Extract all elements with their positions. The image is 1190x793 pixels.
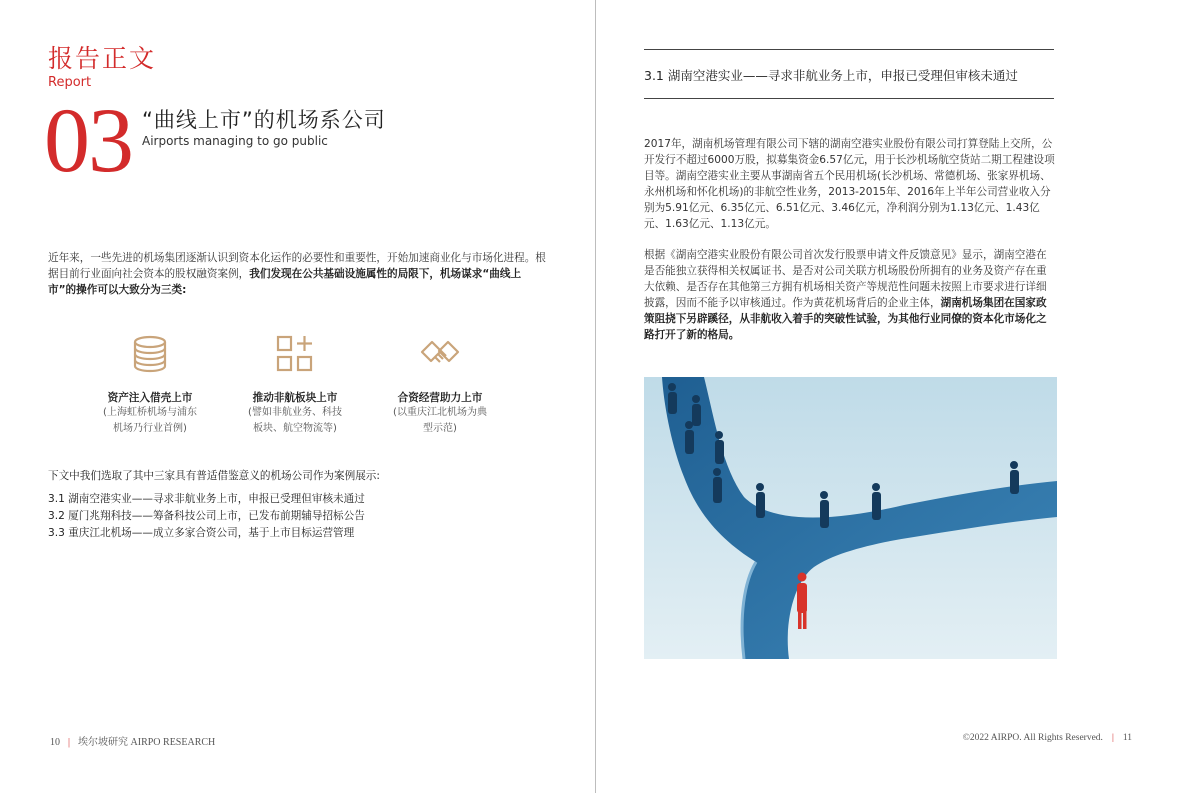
walker-figure <box>1010 461 1019 494</box>
walker-figure <box>685 421 694 454</box>
walker-figure <box>872 483 881 520</box>
coin-stack-icon <box>129 333 171 375</box>
walker-figure <box>756 483 765 518</box>
category-title: 推动非航板块上市 <box>252 392 338 404</box>
section-heading: 3.1 湖南空港实业——寻求非航业务上市，申报已受理但审核未通过 <box>644 68 1018 83</box>
case-item: 3.2 厦门兆翔科技——筹备科技公司上市，已发布前期辅导招标公告 <box>48 510 365 522</box>
intro-paragraph <box>48 250 548 298</box>
walker-figure <box>668 383 677 414</box>
walker-figure <box>715 431 724 464</box>
heading-rule-top <box>644 49 1054 50</box>
category-desc: 型示范) <box>423 423 457 434</box>
case-item: 3.3 重庆江北机场——成立多家合资公司，基于上市目标运营管理 <box>48 527 355 539</box>
p2-normal-text: 根据《湖南空港实业股份有限公司首次发行股票申请文件反馈意见》显示，湖南空港在是否能独立获得相关权属证书、是否对公司关联方机场股份所拥有的业务及资产存在重大依赖、是否存在其他第三方拥有机场相关资产等规范性问题未按照上市要求进行详细披露，因而不能予以审核通过。作为黄花机场背后的企业主体， <box>644 249 1047 309</box>
right-page <box>596 0 1190 793</box>
body-paragraph-2 <box>644 247 1056 343</box>
category-desc: (上海虹桥机场与浦东 <box>103 407 197 418</box>
chapter-subtitle: Airports managing to go public <box>142 134 328 148</box>
page-number: 11 <box>1122 733 1132 743</box>
section-subtitle: Report <box>48 75 92 90</box>
intro-normal-text: 近年来，一些先进的机场集团逐渐认识到资本化运作的必要性和重要性，开始加速商业化与市场化进程。根据目前行业面向社会资本的股权融资案例， <box>48 252 546 280</box>
copyright: ©2022 AIRPO. All Rights Reserved. <box>962 733 1103 743</box>
category-title: 合资经营助力上市 <box>397 392 483 404</box>
category-desc: (譬如非航业务、科技 <box>248 407 342 418</box>
category-non-aero <box>225 333 365 437</box>
p2-bold-text: 湖南机场集团在国家政策阻挠下另辟蹊径，从非航收入着手的突破性试验，为其他行业同僚的资本化市场化之路打开了新的格局。 <box>644 297 1047 341</box>
category-joint-venture <box>370 333 510 437</box>
footer-divider: | <box>1111 733 1114 743</box>
case-list-intro: 下文中我们选取了其中三家具有普适借鉴意义的机场公司作为案例展示: <box>48 470 380 482</box>
walker-figure <box>820 491 829 528</box>
chapter-title: “曲线上市”的机场系公司 <box>142 108 386 132</box>
page-number: 10 <box>50 737 60 748</box>
case-list <box>48 468 380 542</box>
heading-rule-bottom <box>644 98 1054 99</box>
right-footer <box>963 733 1132 743</box>
category-asset-injection <box>80 333 220 437</box>
category-title: 资产注入借壳上市 <box>107 392 193 404</box>
category-desc: (以重庆江北机场为典 <box>393 407 487 418</box>
handshake-icon <box>419 333 461 375</box>
intro-bold-text: 我们发现在公共基础设施属性的局限下，机场谋求“曲线上市”的操作可以大致分为三类: <box>48 268 522 296</box>
category-desc: 机场乃行业首例) <box>113 423 187 434</box>
body-paragraph-1: 2017年，湖南机场管理有限公司下辖的湖南空港实业股份有限公司打算登陆上交所，公开发行不超过6000万股，拟募集资金6.57亿元，用于长沙机场航空货站二期工程建设项目等。湖南空港实业主要从事湖南省五个民用机场(长沙机场、常德机场、张家界机场、永州机场和怀化机场)的非航空性业务，2013-2015年、2016年上半年公司营业收入分别为5.91亿元、6.35亿元、6.51亿元、3.46亿元，净利润分别为1.13亿元、1.43亿元、1.63亿元、1.13亿元。 <box>644 138 1055 230</box>
case-item: 3.1 湖南空港实业——寻求非航业务上市，申报已受理但审核未通过 <box>48 493 365 505</box>
walker-figure <box>692 395 701 426</box>
walker-figure <box>713 468 722 503</box>
section-title: 报告正文 <box>48 44 157 73</box>
left-footer <box>50 733 215 748</box>
footer-brand: 埃尔坡研究 AIRPO RESEARCH <box>78 737 216 748</box>
chapter-number: 03 <box>44 89 132 191</box>
category-desc: 板块、航空物流等) <box>253 423 337 434</box>
footer-divider: | <box>68 737 71 748</box>
crossroads-illustration <box>644 377 1057 659</box>
modules-plus-icon <box>274 333 316 375</box>
